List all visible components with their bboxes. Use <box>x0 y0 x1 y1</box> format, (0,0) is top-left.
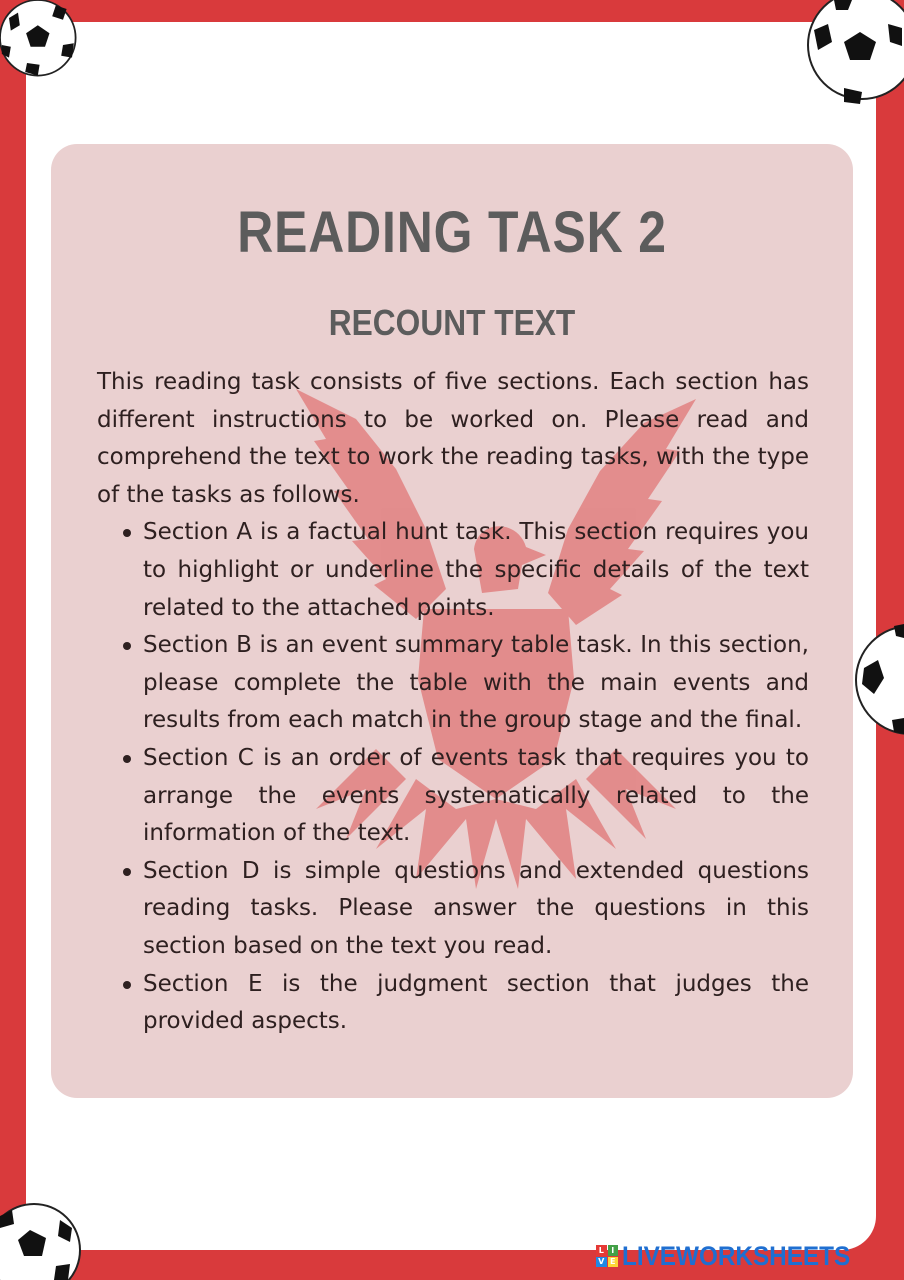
section-item-a <box>97 514 809 627</box>
intro-paragraph: This reading task consists of five sections. Each section has different instructions to be worked on. Please read and comprehend the text to work the reading tasks, with the type of the tasks as follows. <box>97 369 809 508</box>
section-text: Section B is an event summary table task. In this section, please complete the table with the main events and results from each match in the group stage and the final. <box>143 632 809 734</box>
liveworksheets-logo[interactable] <box>596 1240 876 1272</box>
instruction-card <box>51 144 853 1098</box>
soccer-ball-icon <box>854 620 904 740</box>
soccer-ball-icon <box>0 0 90 90</box>
page-title: READING TASK 2 <box>237 200 667 265</box>
section-item-c <box>97 740 809 853</box>
bullet-icon <box>123 981 131 989</box>
section-list <box>97 514 809 1040</box>
instructions-body <box>97 364 809 1041</box>
page-subtitle: RECOUNT TEXT <box>328 302 576 343</box>
section-text: Section C is an order of events task that requires you to arrange the events systematically related to the information of the text. <box>143 744 809 847</box>
section-item-d <box>97 853 809 966</box>
section-text: Section D is simple questions and extended questions reading tasks. Please answer the questions in this section based on the text you read. <box>143 857 809 959</box>
bullet-icon <box>123 868 131 876</box>
section-text: Section A is a factual hunt task. This section requires you to highlight or underline the specific details of the text related to the attached points. <box>143 519 809 621</box>
liveworksheets-logo-icon: L I V E <box>596 1245 618 1267</box>
bullet-icon <box>123 642 131 650</box>
section-text: Section E is the judgment section that judges the provided aspects. <box>143 970 809 1035</box>
section-item-b <box>97 627 809 740</box>
logo-text: LIVEWORKSHEETS <box>622 1240 851 1271</box>
bullet-icon <box>123 755 131 763</box>
section-item-e <box>97 966 809 1041</box>
soccer-ball-icon <box>804 0 904 104</box>
bullet-icon <box>123 529 131 537</box>
soccer-ball-icon <box>0 1200 82 1280</box>
